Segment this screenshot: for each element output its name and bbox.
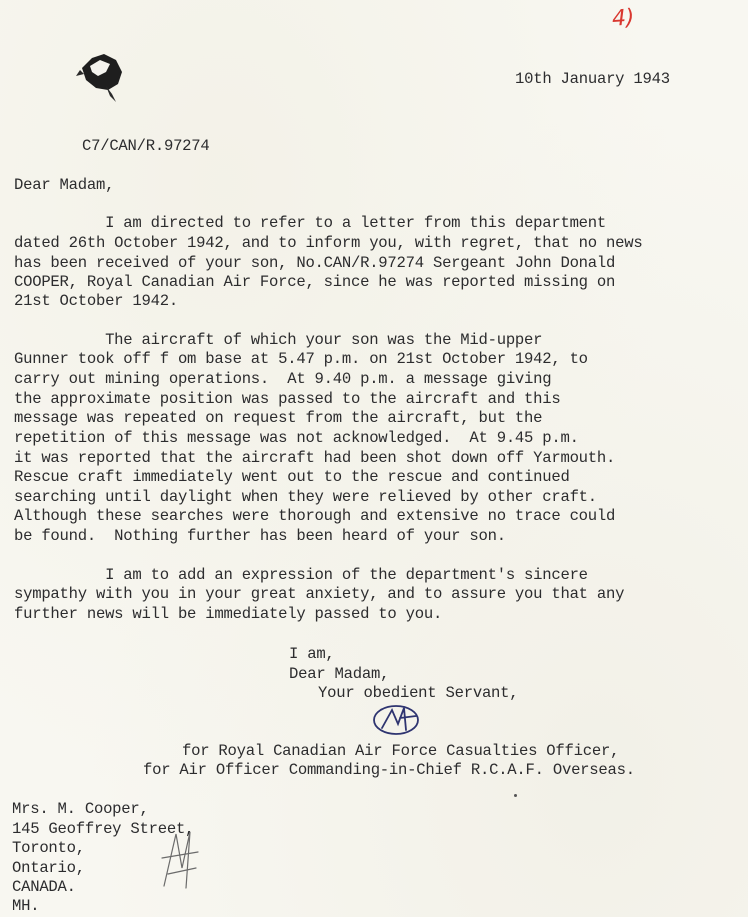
paragraph-line: it was reported that the aircraft had been shot down off Yarmouth. xyxy=(14,449,616,467)
ink-speck-icon xyxy=(514,794,517,797)
paragraph-line: sympathy with you in your great anxiety, and to assure you that any xyxy=(14,585,625,603)
paragraph-line: has been received of your son, No.CAN/R.97274 Sergeant John Donald xyxy=(14,254,616,272)
typist-initials: MH. xyxy=(12,897,40,915)
reference-number: C7/CAN/R.97274 xyxy=(82,137,210,155)
salutation: Dear Madam, xyxy=(14,176,115,194)
address-province: Ontario, xyxy=(12,859,85,877)
pencil-initials-icon xyxy=(158,828,204,894)
paragraph-line: Gunner took off f om base at 5.47 p.m. on 21st October 1942, to xyxy=(14,350,588,368)
paragraph-line: I am directed to refer to a letter from this department xyxy=(14,214,607,232)
paragraph-line: COOPER, Royal Canadian Air Force, since he was reported missing on xyxy=(14,273,616,291)
paragraph-line: dated 26th October 1942, and to inform you, with regret, that no news xyxy=(14,234,643,252)
address-name: Mrs. M. Cooper, xyxy=(12,800,149,818)
closing-line: I am, xyxy=(289,645,335,663)
paragraph-line: repetition of this message was not acknowledged. At 9.45 p.m. xyxy=(14,429,579,447)
paragraph-line: further news will be immediately passed to you. xyxy=(14,605,443,623)
closing-line: Your obedient Servant, xyxy=(318,684,519,702)
punch-hole-icon xyxy=(76,50,130,106)
signature-line: for Air Officer Commanding-in-Chief R.C.A.F. Overseas. xyxy=(143,761,635,779)
paragraph-line: Although these searches were thorough and extensive no trace could xyxy=(14,507,616,525)
paragraph-line: searching until daylight when they were relieved by other craft. xyxy=(14,488,597,506)
paragraph-line: carry out mining operations. At 9.40 p.m. a message giving xyxy=(14,370,552,388)
page-number-mark: 4) xyxy=(611,5,635,32)
paragraph-line: I am to add an expression of the department's sincere xyxy=(14,566,588,584)
signature-icon xyxy=(370,700,426,740)
paragraph-line: 21st October 1942. xyxy=(14,292,178,310)
address-country: CANADA. xyxy=(12,878,76,896)
signature-line: for Royal Canadian Air Force Casualties Officer, xyxy=(182,742,620,760)
paragraph-line: Rescue craft immediately went out to the rescue and continued xyxy=(14,468,570,486)
address-street: 145 Geoffrey Street, xyxy=(12,820,195,838)
address-city: Toronto, xyxy=(12,839,85,857)
closing-line: Dear Madam, xyxy=(289,665,390,683)
paragraph-line: the approximate position was passed to the aircraft and this xyxy=(14,390,561,408)
paragraph-line: be found. Nothing further has been heard of your son. xyxy=(14,527,506,545)
letter-date: 10th January 1943 xyxy=(515,70,670,88)
paragraph-line: The aircraft of which your son was the Mid-upper xyxy=(14,331,543,349)
paragraph-line: message was repeated on request from the aircraft, but the xyxy=(14,409,543,427)
